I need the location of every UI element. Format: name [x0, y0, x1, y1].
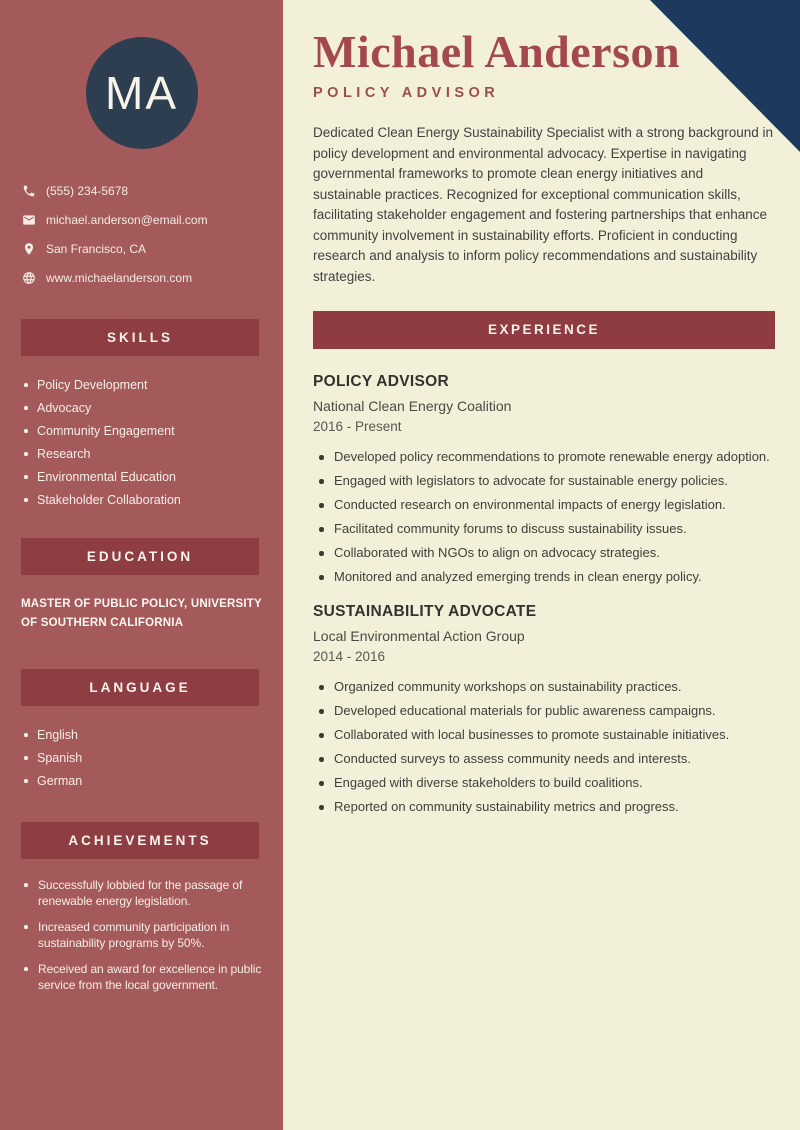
language-item: German: [24, 773, 265, 789]
job-bullet: Conducted surveys to assess community needs and interests.: [313, 751, 775, 767]
achievements-header-label: ACHIEVEMENTS: [68, 833, 212, 848]
job-bullet: Developed policy recommendations to promote renewable energy adoption.: [313, 449, 775, 465]
job-title: SUSTAINABILITY ADVOCATE: [313, 603, 537, 620]
job-bullet: Monitored and analyzed emerging trends in clean energy policy.: [313, 569, 775, 585]
job-bullet: Collaborated with NGOs to align on advocacy strategies.: [313, 545, 775, 561]
education-degree-line: OF SOUTHERN CALIFORNIA: [21, 617, 184, 629]
avatar-initials: MA: [105, 67, 178, 119]
job-title: POLICY ADVISOR: [313, 373, 449, 390]
job-bullet: Collaborated with local businesses to promote sustainable initiatives.: [313, 727, 775, 743]
experience-header: [313, 311, 775, 349]
globe-icon: [22, 271, 36, 285]
contact-website-text: www.michaelanderson.com: [46, 271, 193, 285]
achievements-header: [21, 822, 259, 859]
contact-list: [22, 184, 283, 285]
education-header: [21, 538, 259, 575]
skill-item: Advocacy: [24, 400, 265, 416]
skill-item: Research: [24, 446, 265, 462]
job-bullet: Organized community workshops on sustainability practices.: [313, 679, 775, 695]
skill-item: Community Engagement: [24, 423, 265, 439]
job-bullet: Engaged with legislators to advocate for sustainable energy policies.: [313, 473, 775, 489]
person-name: Michael Anderson: [313, 26, 681, 77]
skill-item: Stakeholder Collaboration: [24, 492, 265, 508]
job-bullet: Facilitated community forums to discuss sustainability issues.: [313, 521, 775, 537]
contact-location-text: San Francisco, CA: [46, 242, 147, 256]
sidebar: [0, 0, 283, 1130]
experience-header-label: EXPERIENCE: [487, 322, 601, 337]
contact-phone-text: (555) 234-5678: [46, 184, 129, 198]
job-bullet-list: [313, 449, 775, 585]
education-degree-line: MASTER OF PUBLIC POLICY, UNIVERSITY: [21, 598, 262, 610]
language-header-label: LANGUAGE: [89, 680, 191, 695]
job-bullet: Conducted research on environmental impacts of energy legislation.: [313, 497, 775, 513]
contact-item-location[interactable]: [22, 242, 283, 256]
job-company: National Clean Energy Coalition: [313, 398, 512, 414]
language-item: Spanish: [24, 750, 265, 766]
skills-header-label: SKILLS: [106, 330, 173, 345]
education-degree: [21, 595, 263, 633]
summary-text: Dedicated Clean Energy Sustainability Specialist with a strong background in policy development and environmental advocacy. Expertise in navigating governmental frameworks to promote clean energy initiatives and sustainable practices. Recognized for exceptional communication skills, facilitating stakeholder engagement and fostering partnerships that enhance community involvement in sustainability efforts. Proficient in conducting research and analysis to inform policy recommendations and sustainability strategies.: [313, 125, 774, 284]
achievement-item: Received an award for excellence in public service from the local government.: [24, 961, 265, 993]
job-company: Local Environmental Action Group: [313, 628, 525, 644]
skills-list: [24, 377, 265, 508]
language-item: English: [24, 727, 265, 743]
achievements-list: [24, 877, 265, 993]
contact-item-email[interactable]: [22, 213, 283, 227]
location-icon: [22, 242, 36, 256]
skill-item: Policy Development: [24, 377, 265, 393]
achievement-item: Successfully lobbied for the passage of renewable energy legislation.: [24, 877, 265, 909]
job-bullet-list: [313, 679, 775, 815]
language-header: [21, 669, 259, 706]
main-content: [283, 0, 800, 815]
phone-icon: [22, 184, 36, 198]
job-bullet: Developed educational materials for public awareness campaigns.: [313, 703, 775, 719]
job-dates: 2014 - 2016: [313, 649, 386, 664]
job-bullet: Engaged with diverse stakeholders to build coalitions.: [313, 775, 775, 791]
job-dates: 2016 - Present: [313, 419, 402, 434]
skills-header: [21, 319, 259, 356]
skill-item: Environmental Education: [24, 469, 265, 485]
job-entry-sustainability-advocate: [313, 603, 775, 815]
contact-item-phone[interactable]: [22, 184, 283, 198]
job-bullet: Reported on community sustainability metrics and progress.: [313, 799, 775, 815]
achievement-item: Increased community participation in sustainability programs by 50%.: [24, 919, 265, 951]
avatar: [86, 37, 198, 149]
person-title: POLICY ADVISOR: [313, 85, 500, 101]
contact-item-website[interactable]: [22, 271, 283, 285]
contact-email-text: michael.anderson@email.com: [46, 213, 208, 227]
email-icon: [22, 213, 36, 227]
language-list: [24, 727, 265, 789]
education-header-label: EDUCATION: [86, 549, 194, 564]
job-entry-policy-advisor: [313, 373, 775, 585]
